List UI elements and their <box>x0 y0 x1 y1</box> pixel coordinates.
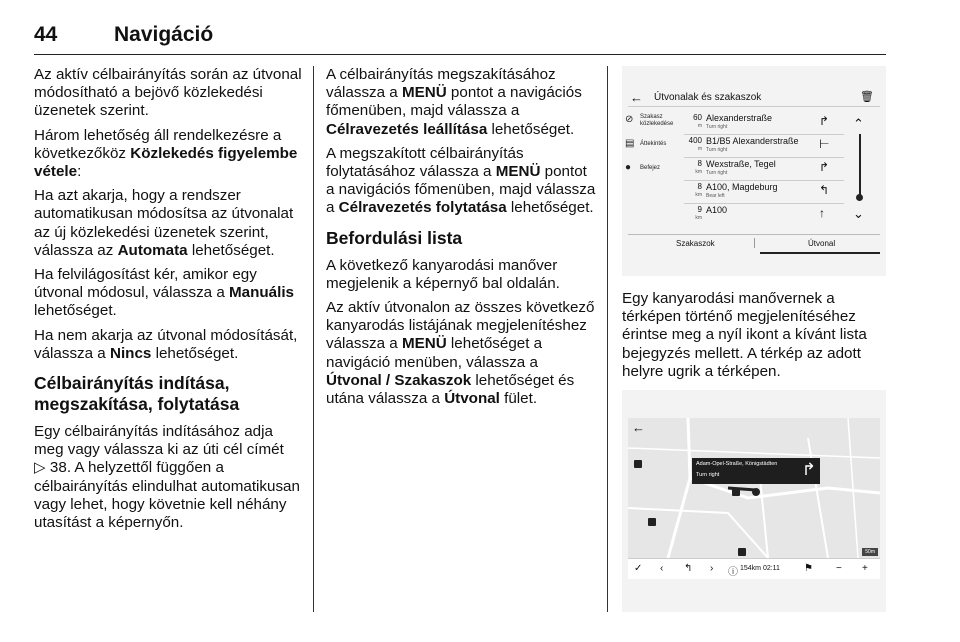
street-name: Alexanderstraße <box>706 113 773 123</box>
distance: 8 <box>697 182 702 191</box>
bear-left-icon[interactable]: ↰ <box>819 183 830 197</box>
distance-unit: km <box>695 215 702 221</box>
route-tabs <box>628 234 880 251</box>
turn-right-icon: ↱ <box>801 460 816 479</box>
paragraph: Az aktív célbairányítás során az útvonal módosítható a bejövő közlekedési üzenetek szerint. <box>34 66 302 120</box>
paragraph: A következő kanyarodási manőver megjelenik a képernyő bal oldalán. <box>326 256 560 292</box>
distance-unit: m <box>697 146 702 152</box>
tab-divider <box>754 238 755 248</box>
map-roads <box>628 418 880 558</box>
paragraph: Három lehetőség áll rendelkezésre a következőköz Közlekedés figyelembe vétele: <box>34 126 298 181</box>
maneuver-street: Adam-Opel-Straße, Königstädten <box>696 461 778 467</box>
distance: 400 <box>688 136 702 145</box>
distance-unit: km <box>695 192 702 198</box>
info-icon[interactable]: ⓘ <box>728 567 738 578</box>
paragraph: Ha azt akarja, hogy a rendszer automatikusan módosítsa az útvonalat az új közlekedési üzenetek szerint, válassza az Automata lehetőséget. <box>34 187 294 259</box>
trash-icon[interactable]: 🗑 <box>860 91 874 103</box>
list-item[interactable] <box>684 158 844 181</box>
chevron-up-icon[interactable]: ⌃ <box>853 116 864 131</box>
distance: 60 <box>693 113 702 122</box>
page-number: 44 <box>34 23 58 46</box>
overview-icon: ▤ <box>625 138 635 149</box>
column-left <box>34 66 302 538</box>
section-heading: Befordulási lista <box>326 227 463 248</box>
distance-unit: km <box>695 169 702 175</box>
map-view[interactable] <box>628 418 880 558</box>
scroll-thumb[interactable] <box>856 194 863 201</box>
maneuver-banner <box>692 458 820 484</box>
turn-right-icon[interactable]: ↱ <box>819 160 830 174</box>
back-arrow-icon[interactable]: ← <box>632 420 645 435</box>
maneuver-text: Turn right <box>706 124 728 130</box>
chevron-left-icon[interactable]: ‹ <box>660 563 664 574</box>
side-item-avoid[interactable]: Szakasz közlekedése <box>640 114 674 127</box>
straight-arrow-icon[interactable]: ↑ <box>819 206 825 220</box>
paragraph: A célbairányítás megszakításához válassza a MENÜ pontot a navigációs főmenüben, majd válassza a Célravezetés leállítása lehetőséget. <box>326 66 582 138</box>
poi-marker[interactable] <box>648 518 656 526</box>
list-item[interactable] <box>684 181 844 204</box>
eta-text: 154km 02:11 <box>740 565 780 572</box>
paragraph: A megszakított célbairányítás folytatásához válassza a MENÜ pontot a navigációs főmenüben, majd válassza a Célravezetés folytatása lehetőséget. <box>326 144 596 217</box>
turn-right-icon[interactable]: ⊢ <box>819 137 830 151</box>
zoom-in-icon[interactable]: + <box>862 563 868 574</box>
stop-icon: ● <box>625 162 632 173</box>
list-item[interactable] <box>684 135 844 158</box>
poi-icon[interactable]: ⚑ <box>804 563 813 574</box>
street-name: B1/B5 Alexanderstraße <box>706 136 799 146</box>
page-ref[interactable]: 38 <box>49 459 67 477</box>
route-list-header <box>628 90 880 107</box>
street-name: A100 <box>706 205 728 215</box>
scroll-track <box>859 134 861 196</box>
list-item[interactable] <box>684 112 844 135</box>
turn-right-icon[interactable]: ↱ <box>819 114 830 128</box>
maneuver-text: Bear left <box>706 193 725 199</box>
back-arrow-icon[interactable]: ← <box>630 90 643 105</box>
poi-marker[interactable] <box>732 488 740 496</box>
column-divider <box>313 66 314 612</box>
street-name: Wexstraße, Tegel <box>706 159 776 169</box>
maneuver-icon[interactable]: ↰ <box>684 563 693 574</box>
column-middle <box>326 66 596 414</box>
paragraph: Ha felvilágosítást kér, amikor egy útvonal módosul, válassza a Manuális lehetőséget. <box>34 266 295 320</box>
tab-sections[interactable]: Szakaszok <box>676 239 715 248</box>
column-divider <box>607 66 608 612</box>
section-heading: Célbairányítás indítása, megszakítása, folytatása <box>34 373 240 415</box>
chapter-title: Navigáció <box>114 23 214 46</box>
chevron-right-icon[interactable]: › <box>710 563 714 574</box>
map-toolbar <box>628 558 880 579</box>
avoid-icon: ⊘ <box>625 114 634 125</box>
poi-marker[interactable] <box>738 548 746 556</box>
tab-route[interactable]: Útvonal <box>808 239 836 248</box>
check-icon[interactable]: ✓ <box>634 563 643 574</box>
map-scale: 50m <box>862 548 878 556</box>
map-screenshot <box>622 390 886 612</box>
paragraph: Egy kanyarodási manővernek a térképen történő megjelenítéséhez érintse meg a nyíl ikont a kívánt lista bejegyzés mellett. A térkép az adott helyre ugrik a térképen. <box>622 290 867 380</box>
distance: 9 <box>697 205 702 214</box>
paragraph: Egy célbairányítás indításához adja meg vagy válassza ki az úti cél címét ▷ 38. A helyzettől függően a célbairányítás elindulhat automatikusan vagy lehet, hogy követnie kell néhány utasítást a képernyőn. <box>34 423 300 532</box>
maneuver-text: Turn right <box>706 170 728 176</box>
route-list-screenshot <box>622 66 886 276</box>
chevron-down-icon[interactable]: ⌄ <box>853 206 864 221</box>
list-item[interactable] <box>684 204 844 226</box>
paragraph: Az aktív útvonalon az összes következő kanyarodás listájának megjelenítéshez válassza a MENÜ lehetőséget a navigáció menüben, válassza a Útvonal / Szakaszok lehetőséget és utána válassza a Útvonal fület. <box>326 299 595 408</box>
street-name: A100, Magdeburg <box>706 182 778 192</box>
side-item-finish[interactable]: Befejez <box>640 165 661 171</box>
poi-marker[interactable] <box>634 460 642 468</box>
maneuver-text: Turn right <box>696 472 720 478</box>
page-ref-icon[interactable]: ▷ <box>34 459 46 477</box>
zoom-out-icon[interactable]: − <box>836 563 842 574</box>
page-header <box>34 22 886 55</box>
distance: 8 <box>697 159 702 168</box>
distance-unit: m <box>697 123 702 129</box>
route-list-title: Útvonalak és szakaszok <box>654 92 762 103</box>
maneuver-text: Turn right <box>706 147 728 153</box>
side-item-overview[interactable]: Áttekintés <box>640 141 667 147</box>
active-tab-indicator <box>760 252 880 254</box>
scrollbar[interactable] <box>850 116 870 226</box>
paragraph: Ha nem akarja az útvonal módosítását, válassza a Nincs lehetőséget. <box>34 326 298 362</box>
